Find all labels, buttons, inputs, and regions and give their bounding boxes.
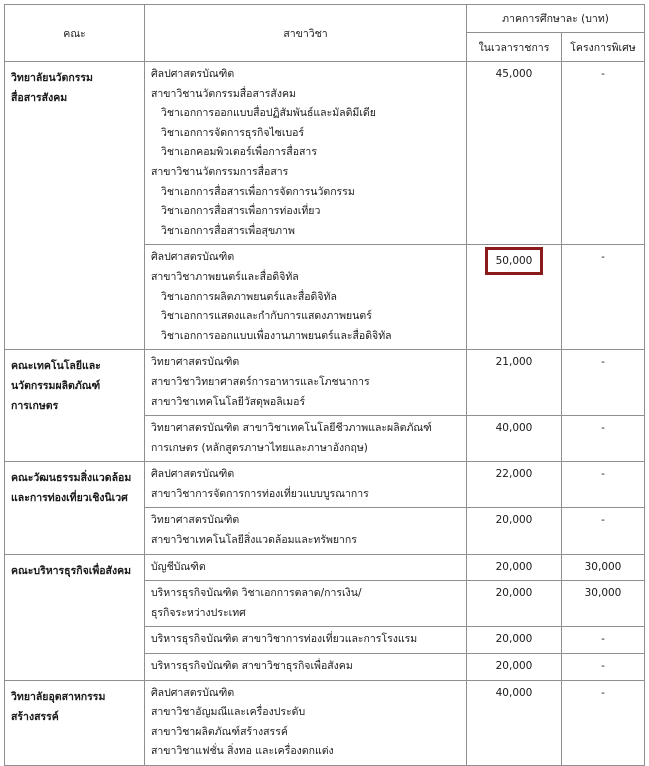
- table-row: [5, 62, 645, 245]
- program-line: สาขาวิชาผลิตภัณฑ์สร้างสรรค์: [151, 725, 288, 738]
- program-line: วิทยาศาสตรบัณฑิต สาขาวิชาเทคโนโลยีชีวภาพและผลิตภัณฑ์: [151, 422, 432, 435]
- regular-fee-cell: [467, 654, 562, 681]
- program-line: วิทยาศาสตรบัณฑิต: [151, 514, 240, 527]
- table-header: [5, 5, 645, 62]
- program-cell: [145, 680, 467, 765]
- regular-fee-cell: [467, 62, 562, 245]
- program-line: ศิลปศาสตรบัณฑิต: [151, 468, 235, 481]
- regular-fee: 20,000: [495, 633, 533, 646]
- special-fee-cell: [562, 654, 645, 681]
- regular-fee-cell: [467, 416, 562, 462]
- header-fee-group: ภาคการศึกษาละ (บาท): [467, 5, 645, 33]
- special-fee: -: [601, 356, 605, 369]
- special-fee-cell: [562, 62, 645, 245]
- program-cell: [145, 62, 467, 245]
- program-line: สาขาวิชาเทคโนโลยีสิ่งแวดล้อมและทรัพยากร: [151, 534, 357, 547]
- program-line: ศิลปศาสตรบัณฑิต: [151, 68, 235, 80]
- program-line: วิทยาศาสตรบัณฑิต: [151, 356, 240, 369]
- major-line: วิชาเอกการสื่อสารเพื่อการท่องเที่ยว: [161, 205, 321, 218]
- major-line: วิชาเอกการสื่อสารเพื่อสุขภาพ: [161, 224, 295, 237]
- program-line: สาขาวิชานวัตกรรมการสื่อสาร: [151, 165, 289, 178]
- special-fee-cell: [562, 508, 645, 554]
- header-regular: ในเวลาราชการ: [467, 33, 562, 62]
- special-fee: -: [601, 468, 605, 481]
- special-fee-cell: [562, 245, 645, 350]
- major-line: วิชาเอกคอมพิวเตอร์เพื่อการสื่อสาร: [161, 146, 317, 159]
- special-fee: -: [601, 251, 605, 264]
- program-line: ธุรกิจระหว่างประเทศ: [151, 606, 246, 619]
- special-fee-cell: [562, 554, 645, 581]
- highlighted-fee: 50,000: [485, 247, 544, 275]
- tuition-fee-table: [4, 4, 645, 766]
- major-line: วิชาเอกการออกแบบสื่อปฏิสัมพันธ์และมัลติมีเดีย: [161, 107, 376, 120]
- faculty-cell: [5, 462, 145, 554]
- program-line: บริหารธุรกิจบัณฑิต สาขาวิชาการท่องเที่ยวและการโรงแรม: [151, 633, 418, 646]
- faculty-name-line: สร้างสรรค์: [11, 710, 59, 723]
- program-line: บริหารธุรกิจบัณฑิต สาขาวิชาธุรกิจเพื่อสังคม: [151, 660, 353, 673]
- table-body: [5, 62, 645, 766]
- regular-fee: 20,000: [495, 514, 533, 527]
- program-cell: [145, 627, 467, 654]
- regular-fee: 20,000: [495, 660, 533, 673]
- special-fee-cell: [562, 627, 645, 654]
- regular-fee-cell: [467, 680, 562, 765]
- faculty-name-line: การเกษตร: [11, 400, 59, 413]
- special-fee: 30,000: [584, 587, 622, 600]
- regular-fee-cell: [467, 581, 562, 627]
- program-line: บัญชีบัณฑิต: [151, 560, 206, 573]
- header-program: สาขาวิชา: [145, 5, 467, 62]
- program-line: สาขาวิชานวัตกรรมสื่อสารสังคม: [151, 87, 296, 100]
- program-line: ศิลปศาสตรบัณฑิต: [151, 686, 235, 699]
- table-row: [5, 554, 645, 581]
- faculty-name-line: คณะวัฒนธรรมสิ่งแวดล้อม: [11, 472, 132, 485]
- faculty-name-line: และการท่องเที่ยวเชิงนิเวศ: [11, 492, 128, 505]
- major-line: วิชาเอกการจัดการธุรกิจไซเบอร์: [161, 126, 305, 139]
- table-row: [5, 350, 645, 416]
- faculty-name-line: คณะเทคโนโลยีและ: [11, 360, 101, 373]
- program-cell: [145, 581, 467, 627]
- regular-fee-cell: [467, 245, 562, 350]
- program-cell: [145, 462, 467, 508]
- regular-fee: 21,000: [495, 356, 533, 369]
- regular-fee: 45,000: [495, 68, 533, 80]
- program-cell: [145, 350, 467, 416]
- program-line: ศิลปศาสตรบัณฑิต: [151, 251, 235, 264]
- faculty-cell: [5, 62, 145, 350]
- program-line: การเกษตร (หลักสูตรภาษาไทยและภาษาอังกฤษ): [151, 441, 368, 454]
- special-fee: 30,000: [584, 560, 622, 573]
- special-fee-cell: [562, 680, 645, 765]
- special-fee-cell: [562, 581, 645, 627]
- major-line: วิชาเอกการผลิตภาพยนตร์และสื่อดิจิทัล: [161, 290, 337, 303]
- program-cell: [145, 554, 467, 581]
- major-line: วิชาเอกการแสดงและกำกับการแสดงภาพยนตร์: [161, 310, 372, 323]
- header-faculty: คณะ: [5, 5, 145, 62]
- regular-fee: 40,000: [495, 422, 533, 435]
- major-line: วิชาเอกการออกแบบเพื่องานภาพยนตร์และสื่อดิจิทัล: [161, 329, 392, 342]
- faculty-cell: [5, 350, 145, 462]
- regular-fee: 22,000: [495, 468, 533, 481]
- regular-fee: 20,000: [495, 560, 533, 573]
- major-line: วิชาเอกการสื่อสารเพื่อการจัดการนวัตกรรม: [161, 185, 355, 198]
- program-cell: [145, 416, 467, 462]
- special-fee-cell: [562, 416, 645, 462]
- regular-fee: 20,000: [495, 587, 533, 600]
- special-fee: -: [601, 514, 605, 527]
- fee-table-page: [4, 4, 644, 766]
- program-line: สาขาวิชาเทคโนโลยีวัสดุพอลิเมอร์: [151, 395, 306, 408]
- program-line: สาขาวิชาอัญมณีและเครื่องประดับ: [151, 706, 306, 719]
- faculty-cell: [5, 554, 145, 680]
- special-fee: -: [601, 68, 605, 80]
- regular-fee-cell: [467, 350, 562, 416]
- regular-fee: 40,000: [495, 686, 533, 699]
- program-cell: [145, 654, 467, 681]
- program-line: สาขาวิชาวิทยาศาสตร์การอาหารและโภชนาการ: [151, 375, 370, 388]
- faculty-name-line: วิทยาลัยนวัตกรรม: [11, 72, 93, 84]
- special-fee: -: [601, 660, 605, 673]
- regular-fee-cell: [467, 627, 562, 654]
- header-special: โครงการพิเศษ: [562, 33, 645, 62]
- regular-fee-cell: [467, 554, 562, 581]
- program-cell: [145, 508, 467, 554]
- program-line: บริหารธุรกิจบัณฑิต วิชาเอกการตลาด/การเงิน/: [151, 587, 362, 600]
- table-row: [5, 680, 645, 765]
- program-line: สาขาวิชาการจัดการการท่องเที่ยวแบบบูรณาการ: [151, 487, 369, 500]
- faculty-name-line: สื่อสารสังคม: [11, 92, 68, 104]
- special-fee: -: [601, 686, 605, 699]
- special-fee-cell: [562, 350, 645, 416]
- regular-fee-cell: [467, 508, 562, 554]
- program-line: สาขาวิชาแฟชั่น สิ่งทอ และเครื่องตกแต่ง: [151, 745, 334, 758]
- table-row: [5, 462, 645, 508]
- special-fee: -: [601, 422, 605, 435]
- program-line: สาขาวิชาภาพยนตร์และสื่อดิจิทัล: [151, 270, 299, 283]
- faculty-name-line: นวัตกรรมผลิตภัณฑ์: [11, 380, 101, 393]
- faculty-cell: [5, 680, 145, 765]
- regular-fee-cell: [467, 462, 562, 508]
- faculty-name-line: คณะบริหารธุรกิจเพื่อสังคม: [11, 564, 132, 577]
- special-fee-cell: [562, 462, 645, 508]
- program-cell: [145, 245, 467, 350]
- faculty-name-line: วิทยาลัยอุตสาหกรรม: [11, 690, 106, 703]
- special-fee: -: [601, 633, 605, 646]
